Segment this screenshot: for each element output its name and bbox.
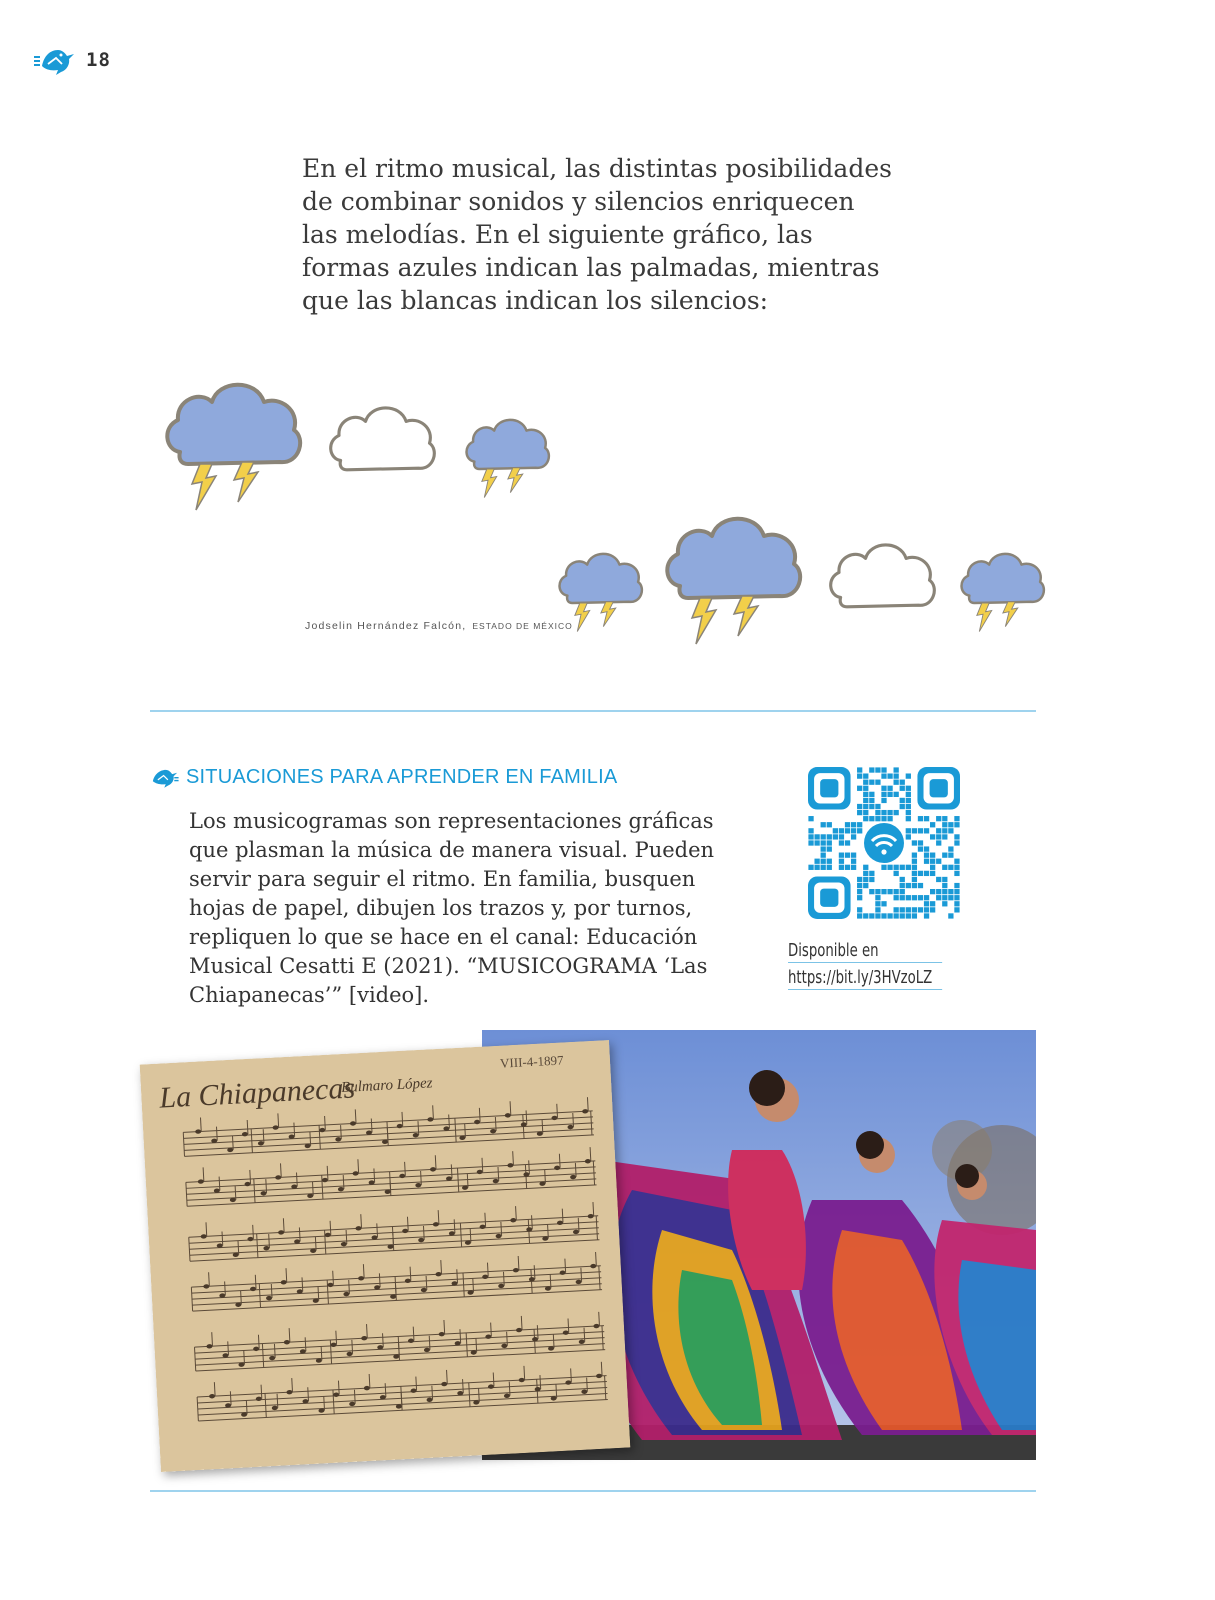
intro-line: de combinar sonidos y silencios enriquecen [302,187,855,216]
family-line: Chiapanecas’” [video]. [189,983,430,1007]
intro-line: que las blancas indican los silencios: [302,286,769,315]
intro-line: formas azules indican las palmadas, mientras [302,253,880,282]
intro-line: En el ritmo musical, las distintas posibilidades [302,154,892,183]
family-line: Los musicogramas son representaciones gráficas [189,809,714,833]
family-line: servir para seguir el ritmo. En familia, busquen [189,867,696,891]
clap-cloud [957,546,1047,639]
family-line: hojas de papel, dibujen los trazos y, por turnos, [189,896,693,920]
bird-book-icon [34,44,76,76]
credit-location: ESTADO DE MÉXICO [472,621,573,631]
qr-available-label: Disponible en [788,940,942,963]
score-composer: Bulmaro López [340,1075,433,1097]
section-title-text: SITUACIONES PARA APRENDER EN FAMILIA [186,765,618,788]
family-line: que plasman la música de manera visual. Pueden [189,838,715,862]
score-title: La Chiapanecas [158,1071,356,1115]
qr-code-icon[interactable] [808,767,960,919]
family-section-title [150,765,617,789]
credit-author: Jodselin Hernández Falcón, [305,620,467,632]
family-paragraph [189,807,729,1010]
qr-link[interactable]: https://bit.ly/3HVzoLZ [788,967,942,990]
silence-cloud [825,535,938,652]
family-line: Musical Cesatti E (2021). “MUSICOGRAMA ‘Las [189,954,708,978]
clap-cloud [462,412,552,505]
page-header [34,40,111,80]
section-divider [150,710,1036,712]
illustration-credit [305,620,573,632]
family-line: repliquen lo que se hace en el canal: Educación [189,925,698,949]
clap-cloud [160,372,305,522]
score-date: VIII-4-1897 [499,1052,564,1071]
bird-book-icon [150,765,180,789]
intro-paragraph [302,152,902,317]
intro-line: las melodías. En el siguiente gráfico, las [302,220,813,249]
sheet-music-image [140,1040,631,1472]
qr-caption [788,940,976,994]
clap-cloud [660,506,805,656]
page-number: 18 [86,49,111,71]
bottom-divider [150,1490,1036,1492]
silence-cloud [325,398,438,515]
